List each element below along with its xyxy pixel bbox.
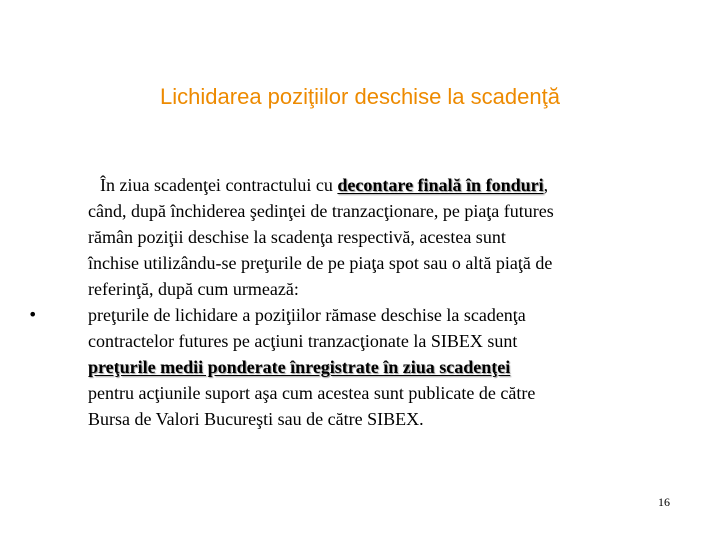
- slide-body: [28, 172, 688, 432]
- intro-line-3: rămân poziţii deschise la scadenţa respectivă, acestea sunt: [88, 227, 506, 247]
- intro-line-2: când, după închiderea şedinţei de tranzacţionare, pe piaţa futures: [88, 201, 554, 221]
- bullet-line-2: contractelor futures pe acţiuni tranzacţionate la SIBEX sunt: [88, 331, 518, 351]
- final-cash-settlement-term: decontare finală în fonduri: [337, 175, 544, 195]
- bullet-item: [28, 302, 688, 432]
- weighted-average-prices-term: preţurile medii ponderate înregistrate în ziua scadenţei: [88, 357, 511, 377]
- bullet-line-3: [88, 354, 688, 380]
- intro-line-1: [88, 172, 688, 198]
- bullet-line-5: Bursa de Valori Bucureşti sau de către SIBEX.: [88, 409, 424, 429]
- intro-line-5: referinţă, după cum urmează:: [88, 279, 299, 299]
- bullet-line-1: preţurile de lichidare a poziţiilor rămase deschise la scadenţa: [88, 305, 526, 325]
- intro-line-4: închise utilizându-se preţurile de pe piaţa spot sau o altă piaţă de: [88, 253, 553, 273]
- intro-line-1-comma: ,: [543, 175, 549, 195]
- intro-line-1-text: În ziua scadenţei contractului cu: [100, 175, 338, 195]
- intro-paragraph: [88, 172, 688, 302]
- slide-title: Lichidarea poziţiilor deschise la scadenţă: [160, 84, 560, 109]
- page-number: 16: [658, 495, 670, 509]
- bullet-line-4: pentru acţiunile suport aşa cum acestea sunt publicate de către: [88, 383, 536, 403]
- bullet-marker: •: [28, 305, 38, 324]
